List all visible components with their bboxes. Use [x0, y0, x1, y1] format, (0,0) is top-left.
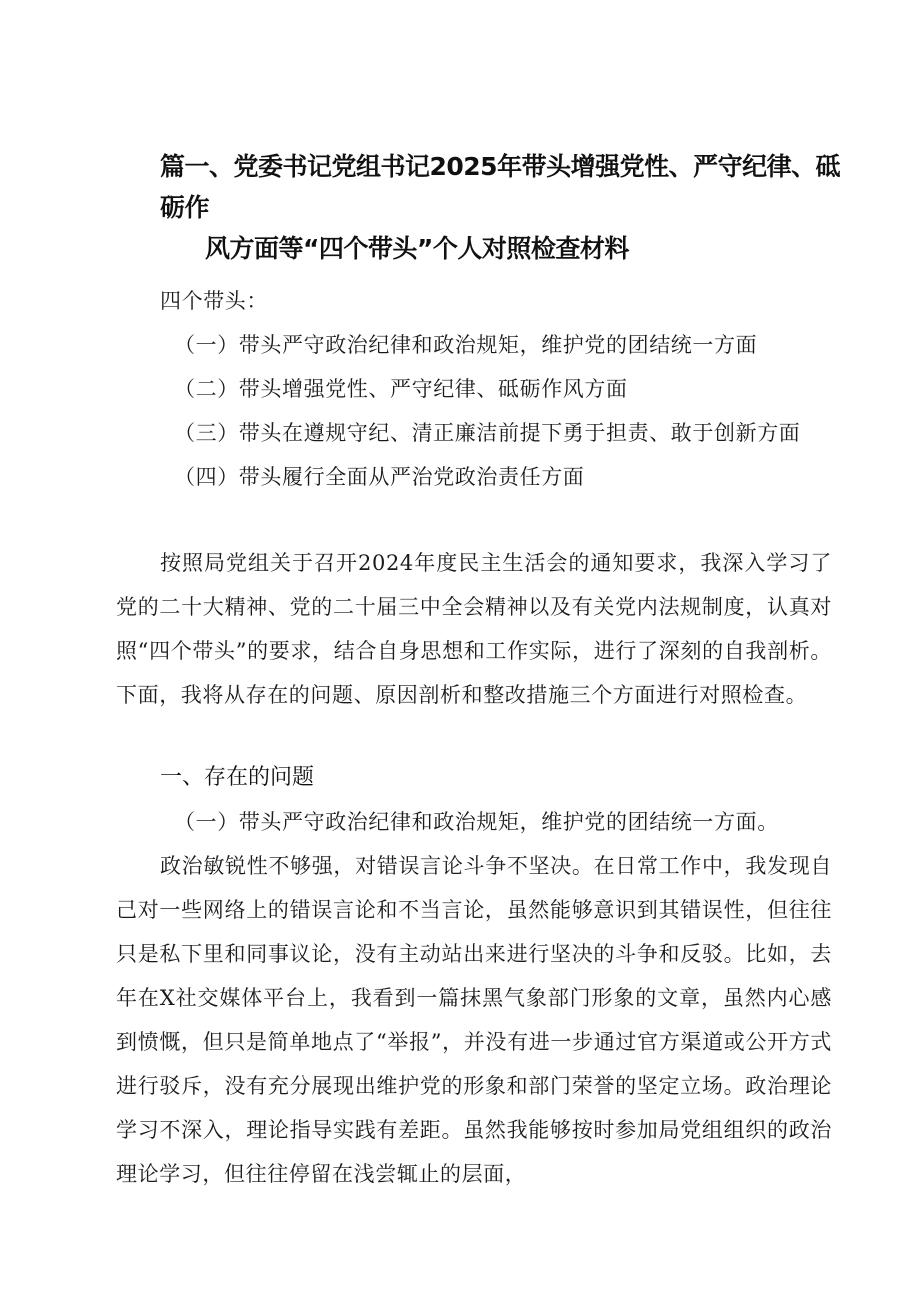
- section-heading-problems: 一、存在的问题: [160, 765, 315, 790]
- four-heads-item-2: （二）带头增强党性、严守纪律、砥砺作风方面: [174, 377, 628, 401]
- intro-paragraph: 按照局党组关于召开2024年度民主生活会的通知要求，我深入学习了党的二十大精神、党的二十届三中全会精神以及有关党内法规制度，认真对照“四个带头”的要求，结合自身思想和工作实际，进行了深刻的自我剖析。下面，我将从存在的问题、原因剖析和整改措施三个方面进行对照检查。: [116, 551, 832, 707]
- four-heads-block: [116, 279, 832, 499]
- four-heads-item-3: （三）带头在遵规守纪、清正廉洁前提下勇于担责、敢于创新方面: [174, 421, 801, 445]
- intro-block: [116, 541, 832, 717]
- document-title: [160, 146, 850, 269]
- title-line-2: 风方面等“四个带头”个人对照检查材料: [205, 234, 629, 263]
- four-heads-item-4: （四）带头履行全面从严治党政治责任方面: [174, 465, 585, 489]
- four-heads-label: 四个带头：: [160, 289, 268, 313]
- problems-subheading-1: （一）带头严守政治纪律和政治规矩，维护党的团结统一方面。: [174, 810, 779, 834]
- problems-paragraph: 政治敏锐性不够强，对错误言论斗争不坚决。在日常工作中，我发现自己对一些网络上的错误言论和不当言论，虽然能够意识到其错误性，但往往只是私下里和同事议论，没有主动站出来进行坚决的斗争和反驳。比如，去年在X社交媒体平台上，我看到一篇抹黑气象部门形象的文章，虽然内心感到愤慨，但只是简单地点了“举报”，并没有进一步通过官方渠道或公开方式进行驳斥，没有充分展现出维护党的形象和部门荣誉的坚定立场。政治理论学习不深入，理论指导实践有差距。虽然我能够按时参加局党组组织的政治理论学习，但往往停留在浅尝辄止的层面，: [116, 854, 832, 1186]
- four-heads-item-1: （一）带头严守政治纪律和政治规矩，维护党的团结统一方面: [174, 333, 758, 357]
- problems-block: [116, 800, 832, 1196]
- title-line-1: 篇一、党委书记党组书记2025年带头增强党性、严守纪律、砥砺作: [160, 152, 841, 222]
